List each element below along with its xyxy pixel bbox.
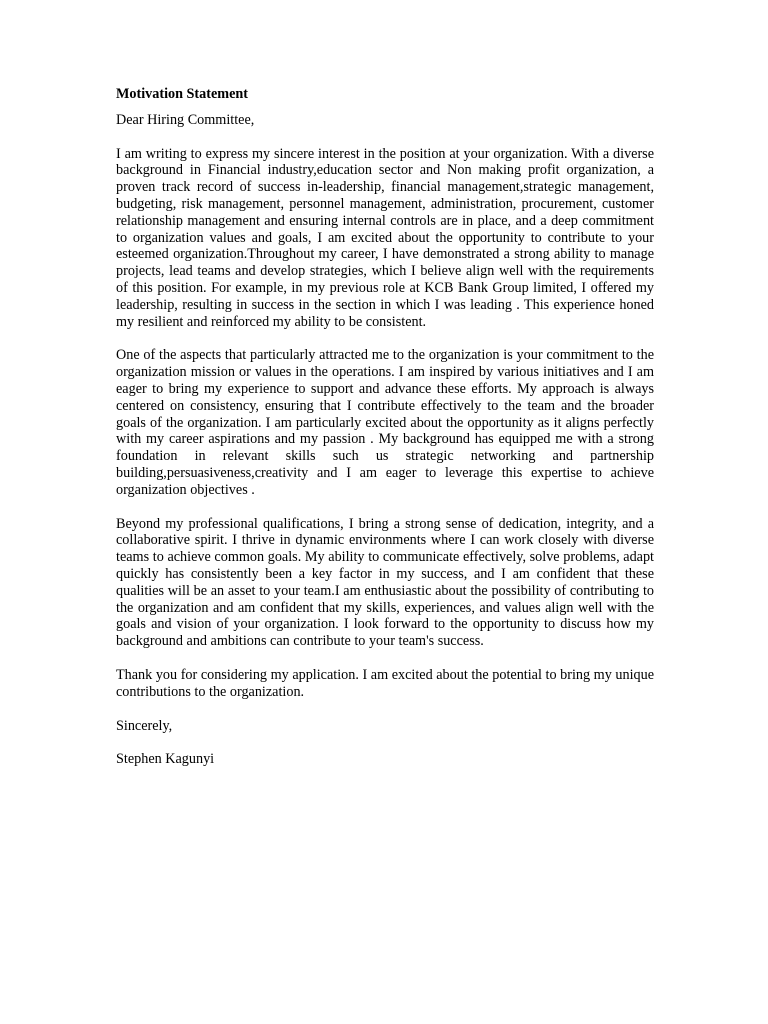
closing: Sincerely, <box>116 717 173 734</box>
paragraph-qualifications: Beyond my professional qualifications, I bring a strong sense of dedication, integrity, and a collaborative spirit. I thrive in dynamic environments where I can work closely with diverse teams to achieve common goals. My ability to communicate effectively, solve problems, adapt quickly has consistently been a key factor in my success, and I am confident that these qualities will be an asset to your team.I am enthusiastic about the possibility of contributing to the organization and am confident that my skills, experiences, and values align well with the goals and vision of your organization. I look forward to the opportunity to discuss how my background and ambitions can contribute to your team's success. <box>116 515 654 650</box>
document-title: Motivation Statement <box>116 86 248 102</box>
signature-name: Stephen Kagunyi <box>116 751 215 768</box>
document-page <box>116 86 654 768</box>
paragraph-thanks: Thank you for considering my application. I am excited about the potential to bring my unique contributions to the organization. <box>116 666 654 700</box>
paragraph-motivation: One of the aspects that particularly attracted me to the organization is your commitment to the organization mission or values in the operations. I am inspired by various initiatives and I am eager to bring my experience to support and advance these efforts. My approach is always centered on consistency, ensuring that I contribute effectively to the team and the broader goals of the organization. I am particularly excited about the opportunity as it aligns perfectly with my career aspirations and my passion . My background has equipped me with a strong foundation in relevant skills such us strategic networking and partnership building,persuasiveness,creativity and I am eager to leverage this expertise to achieve organization objectives . <box>116 347 654 498</box>
paragraph-intro: I am writing to express my sincere interest in the position at your organization. With a diverse background in Financial industry,education sector and Non making profit organization, a proven track record of success in-leadership, financial management,strategic management, budgeting, risk management, personnel management, administration, procurement, customer relationship management and ensuring internal controls are in place, and a deep commitment to organization values and goals, I am excited about the opportunity to contribute to your esteemed organization.Throughout my career, I have demonstrated a strong ability to manage projects, lead teams and develop strategies, which I believe align well with the requirements of this position. For example, in my previous role at KCB Bank Group limited, I offered my leadership, resulting in success in the section in which I was leading . This experience honed my resilient and reinforced my ability to be consistent. <box>116 145 654 330</box>
salutation: Dear Hiring Committee, <box>116 111 255 128</box>
